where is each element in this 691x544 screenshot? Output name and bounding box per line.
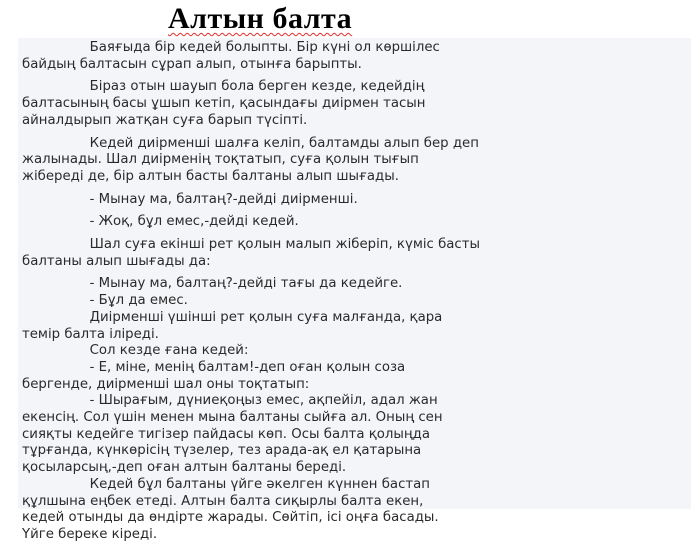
document-title: Алтын балта [168,2,353,35]
text-line: Баяғыда бір кедей болыпты. Бір күні ол көршілес [22,40,440,55]
text-line: Кедей бұл балтаны үйге әкелген күннен бастап [22,476,430,492]
text-line: жалынады. Шал диірменің тоқтатып, суға қолын тығып [22,152,419,168]
story-text [22,40,677,544]
text-line: - Бұл да емес. [22,293,188,309]
text-line: айналдырып жатқан суға барып түсіпті. [22,112,308,128]
text-line: - Жоқ, бұл емес,-дейді кедей. [22,214,299,230]
text-line: - Е, міне, менің балтам!-деп оған қолын соза [22,359,406,375]
text-line: бергенде, диірменші шал оны тоқтатып: [22,376,310,392]
text-line: Диірменші үшінші рет қолын суға малғанда, қара [22,309,443,325]
text-line: қосыларсың,-деп оған алтын балтаны береді. [22,460,347,476]
text-line: кедей отынды да өндірте жарады. Сөйтіп, ісі оңға басады. [22,510,439,526]
text-line: жібереді де, бір алтын басты балтаны алып шығады. [22,168,399,184]
text-line: екенсің. Сол үшін менен мына балтаны сыйға ал. Оның сен [22,410,443,426]
text-line: тұрғанда, күнкөрісің түзелер, тез арада-ақ ел қатарына [22,443,422,459]
text-line: - Мынау ма, балтаң?-дейді тағы да кедейге. [22,276,403,292]
text-line: құлшына еңбек етеді. Алтын балта сиқырлы балта екен, [22,493,424,509]
text-line: балтаны алып шығады да: [22,253,211,269]
text-line: - Мынау ма, балтаң?-дейді диірменші. [22,191,358,207]
text-line: сияқты кедейге тигізер пайдасы көп. Осы балта қолыңда [22,426,430,442]
text-line: Шал суға екінші рет қолын малып жіберіп, күміс басты [22,237,480,253]
text-line: байдың балтасын сұрап алып, отынға барыпты. [22,56,362,72]
text-line: Үйге береке кіреді. [22,526,158,542]
text-line: темір балта іліреді. [22,326,159,342]
text-line: Сол кезде ғана кедей: [22,343,249,359]
text-line: Біраз отын шауып бола берген кезде, кедейдің [22,79,425,95]
text-line: - Шырағым, дүниеқоңыз емес, ақпейіл, адал жан [22,393,438,409]
text-line: Кедей диірменші шалға келіп, балтамды алып бер деп [22,135,479,151]
text-line: балтасының басы ұшып кетіп, қасындағы диірмен тасын [22,96,426,112]
